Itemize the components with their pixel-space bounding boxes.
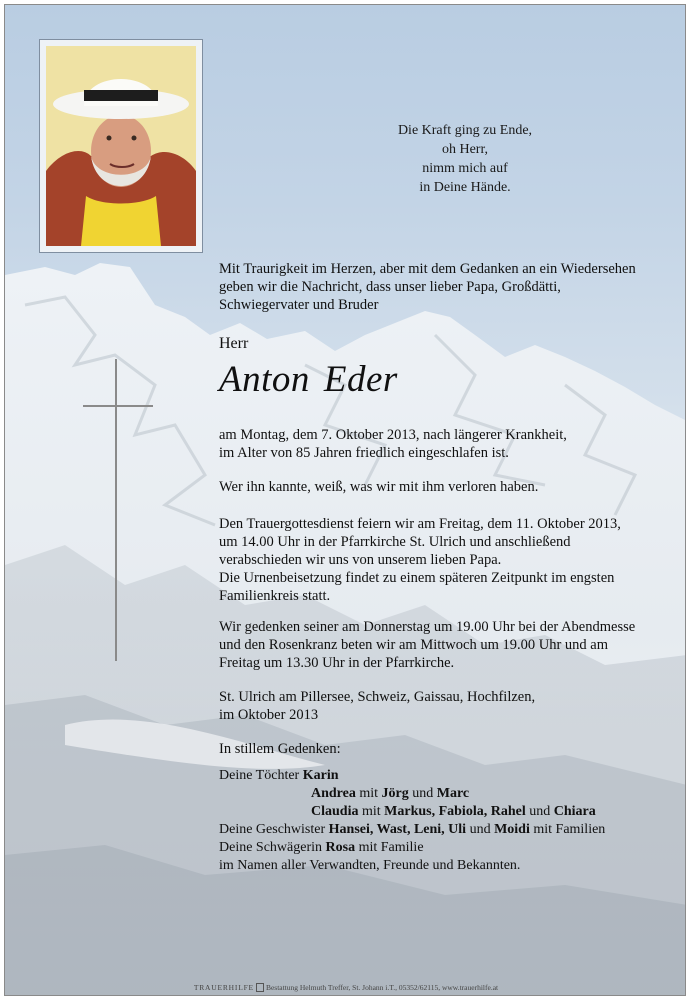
service-line: verabschieden wir uns von unserem lieben Papa. (219, 552, 502, 568)
deceased-title: Herr (219, 335, 249, 352)
footer-text: Bestattung Helmuth Treffer, St. Johann i.T., 05352/62115, www.trauerhilfe.at (265, 983, 499, 992)
service-line: um 14.00 Uhr in der Pfarrkirche St. Ulrich und anschließend (219, 534, 571, 550)
family-name: Hansei, Wast, Leni, Uli (328, 822, 467, 837)
connector-text: und (529, 804, 551, 819)
family-name: Claudia (311, 804, 359, 819)
intro-line: Mit Traurigkeit im Herzen, aber mit dem Gedanken an ein Wiedersehen (219, 261, 636, 277)
portrait-illustration (46, 46, 196, 246)
poem-line: Die Kraft ging zu Ende, (397, 123, 533, 138)
service-line: Den Trauergottesdienst feiern wir am Freitag, dem 11. Oktober 2013, (219, 516, 621, 532)
family-name: Moidi (494, 822, 530, 837)
portrait-photo (46, 46, 196, 246)
family-name: Chiara (553, 804, 596, 819)
service-line: Familienkreis statt. (219, 588, 331, 604)
connector-text: mit (361, 804, 381, 819)
death-paragraph (219, 426, 567, 462)
quote-line: Wer ihn kannte, weiß, was wir mit ihm verloren haben. (219, 479, 539, 495)
closing-line: im Namen aller Verwandten, Freunde und Bekannten. (219, 858, 521, 873)
footer-brand: TRAUERHILFE (193, 983, 254, 992)
family-name: Marc (436, 786, 470, 801)
memory-line: In stillem Gedenken: (219, 741, 341, 757)
connector-text: und (469, 822, 491, 837)
connector-text: und (412, 786, 434, 801)
place-line: im Oktober 2013 (219, 707, 319, 723)
poem-line: oh Herr, (441, 142, 489, 157)
intro-line: Schwiegervater und Bruder (219, 297, 379, 313)
daughters-label: Deine Töchter (219, 768, 300, 783)
poem-verse (365, 121, 565, 197)
obituary-page (4, 4, 686, 996)
family-row (219, 767, 605, 785)
death-line: am Montag, dem 7. Oktober 2013, nach längerer Krankheit, (219, 427, 567, 443)
deceased-first-name: Anton (219, 359, 310, 400)
family-list (219, 767, 605, 857)
place-line: St. Ulrich am Pillersee, Schweiz, Gaissau, Hochfilzen, (219, 689, 536, 705)
service-line: Die Urnenbeisetzung findet zu einem späteren Zeitpunkt im engsten (219, 570, 615, 586)
family-row (219, 821, 605, 839)
family-row (219, 785, 605, 803)
siblings-label: Deine Geschwister (219, 822, 326, 837)
portrait-frame (39, 39, 203, 253)
intro-line: geben wir die Nachricht, dass unser lieber Papa, Großdätti, (219, 279, 561, 295)
family-name: Markus, Fabiola, Rahel (384, 804, 526, 819)
in-law-label: Deine Schwägerin (219, 840, 323, 855)
connector-text: mit (359, 786, 379, 801)
poem-line: nimm mich auf (422, 161, 508, 176)
family-name: Jörg (381, 786, 409, 801)
family-name: Rosa (325, 840, 356, 855)
poem-line: in Deine Hände. (419, 180, 511, 195)
deceased-name (219, 359, 398, 401)
family-name: Andrea (311, 786, 356, 801)
memory-heading (219, 740, 341, 758)
intro-paragraph (219, 260, 636, 314)
quote-paragraph (219, 478, 538, 496)
funeral-logo-icon (256, 983, 264, 992)
cross-bar (83, 405, 153, 407)
deceased-last-name: Eder (323, 359, 398, 400)
prayer-line: Wir gedenken seiner am Donnerstag um 19.00 Uhr bei der Abendmesse (219, 619, 636, 635)
family-name: Karin (302, 768, 339, 783)
family-row (219, 839, 605, 857)
death-line: im Alter von 85 Jahren friedlich eingeschlafen ist. (219, 445, 509, 461)
connector-text: mit Familie (358, 840, 424, 855)
family-row (219, 803, 605, 821)
prayer-line: und den Rosenkranz beten wir am Mittwoch um 19.00 Uhr und am (219, 637, 609, 653)
footer (5, 983, 686, 992)
prayer-paragraph (219, 618, 635, 672)
prayer-line: Freitag um 13.30 Uhr in der Pfarrkirche. (219, 655, 455, 671)
place-date-paragraph (219, 688, 535, 724)
service-paragraph (219, 515, 621, 605)
connector-text: mit Familien (533, 822, 606, 837)
